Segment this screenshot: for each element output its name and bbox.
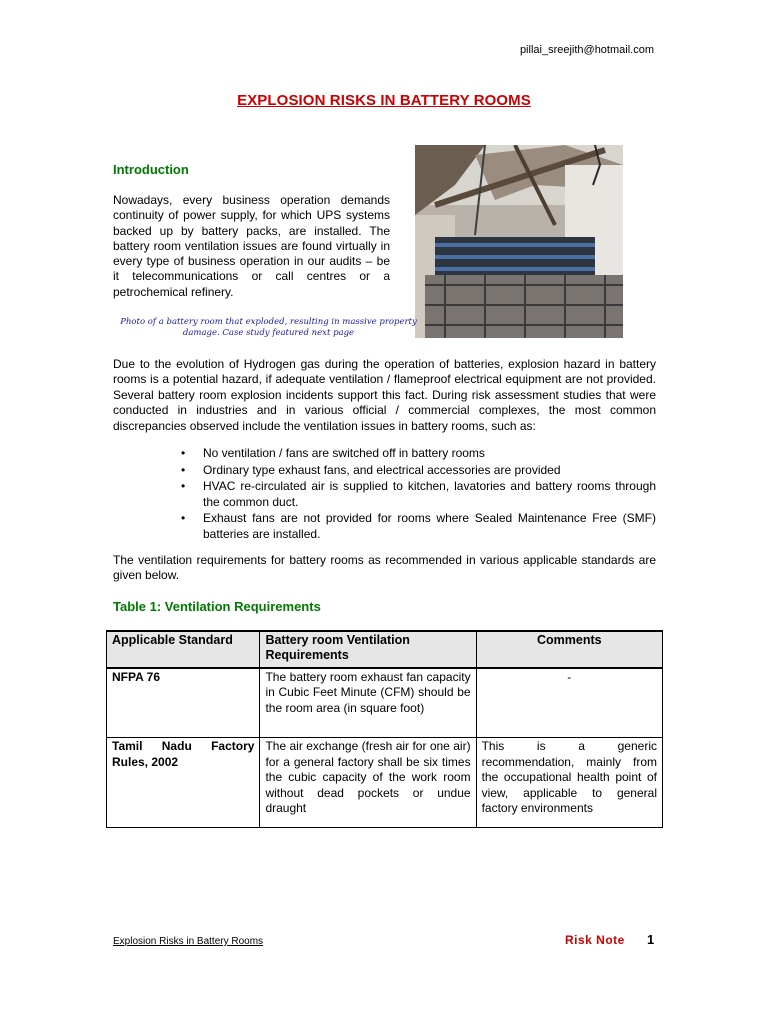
- page-number: 1: [647, 932, 655, 947]
- introduction-paragraph: Nowadays, every business operation demands continuity of power supply, for which UPS systems backed up by battery packs, are installed. The battery room ventilation issues are found virtually in every type of business operation in our audits – be it telecommunications or call centres or a petrochemical refinery.: [113, 193, 390, 299]
- introduction-heading: Introduction: [113, 162, 189, 177]
- bullet-icon: •: [181, 479, 186, 494]
- header-ventilation-requirements: Battery room Ventilation Requirements: [260, 631, 476, 668]
- bullet-icon: •: [181, 446, 186, 460]
- table-header-row: [107, 631, 663, 668]
- table-cell: This is a generic recommendation, mainly from the occupational health point of view, applicable to general factory environments: [476, 738, 662, 828]
- photo-caption-line-1: Photo of a battery room that exploded, resulting in massive property: [120, 317, 417, 327]
- header-comments: Comments: [476, 631, 662, 668]
- ventilation-table: [106, 630, 663, 828]
- table-cell: The air exchange (fresh air for one air) for a general factory shall be six times the cubic capacity of the work room without dead pockets or undue draught: [260, 738, 476, 828]
- discrepancy-list: [178, 446, 656, 544]
- hazard-paragraph: Due to the evolution of Hydrogen gas during the operation of batteries, explosion hazard in battery rooms is a potential hazard, if adequate ventilation / flameproof electrical equipment are not provided. Several battery room explosion incidents support this fact. During risk assessment studies that were conducted in industries and in various official / commercial complexes, the most common discrepancies observed include the ventilation issues in battery rooms, such as:: [113, 357, 656, 433]
- document-title: EXPLOSION RISKS IN BATTERY ROOMS: [237, 92, 531, 109]
- photo-caption: [120, 317, 417, 339]
- bullet-icon: •: [181, 511, 186, 526]
- footer-title: Explosion Risks in Battery Rooms: [113, 936, 264, 947]
- footer-label: Risk Note: [565, 933, 625, 947]
- battery-room-photo: [415, 145, 623, 338]
- list-item: • No ventilation / fans are switched off in battery rooms: [181, 446, 485, 460]
- photo-caption-line-2: damage. Case study featured next page: [182, 328, 355, 338]
- table-row: [107, 738, 663, 828]
- table-cell: The battery room exhaust fan capacity in Cubic Feet Minute (CFM) should be the room area (in square foot): [260, 668, 476, 738]
- table-cell: NFPA 76: [107, 668, 260, 738]
- table-cell: Tamil Nadu Factory Rules, 2002: [107, 738, 260, 828]
- standards-paragraph: The ventilation requirements for battery rooms as recommended in various applicable standards are given below.: [113, 553, 656, 583]
- list-item: • Exhaust fans are not provided for rooms where Sealed Maintenance Free (SMF) batteries are installed.: [181, 511, 656, 541]
- header-email: pillai_sreejith@hotmail.com: [519, 44, 654, 56]
- table-row: [107, 668, 663, 738]
- list-item: • Ordinary type exhaust fans, and electrical accessories are provided: [181, 462, 561, 477]
- table-heading: Table 1: Ventilation Requirements: [113, 599, 321, 614]
- list-item: • HVAC re-circulated air is supplied to kitchen, lavatories and battery rooms through the common duct.: [181, 479, 656, 509]
- header-applicable-standard: Applicable Standard: [107, 631, 260, 668]
- table-cell: -: [476, 668, 662, 738]
- bullet-icon: •: [181, 462, 186, 477]
